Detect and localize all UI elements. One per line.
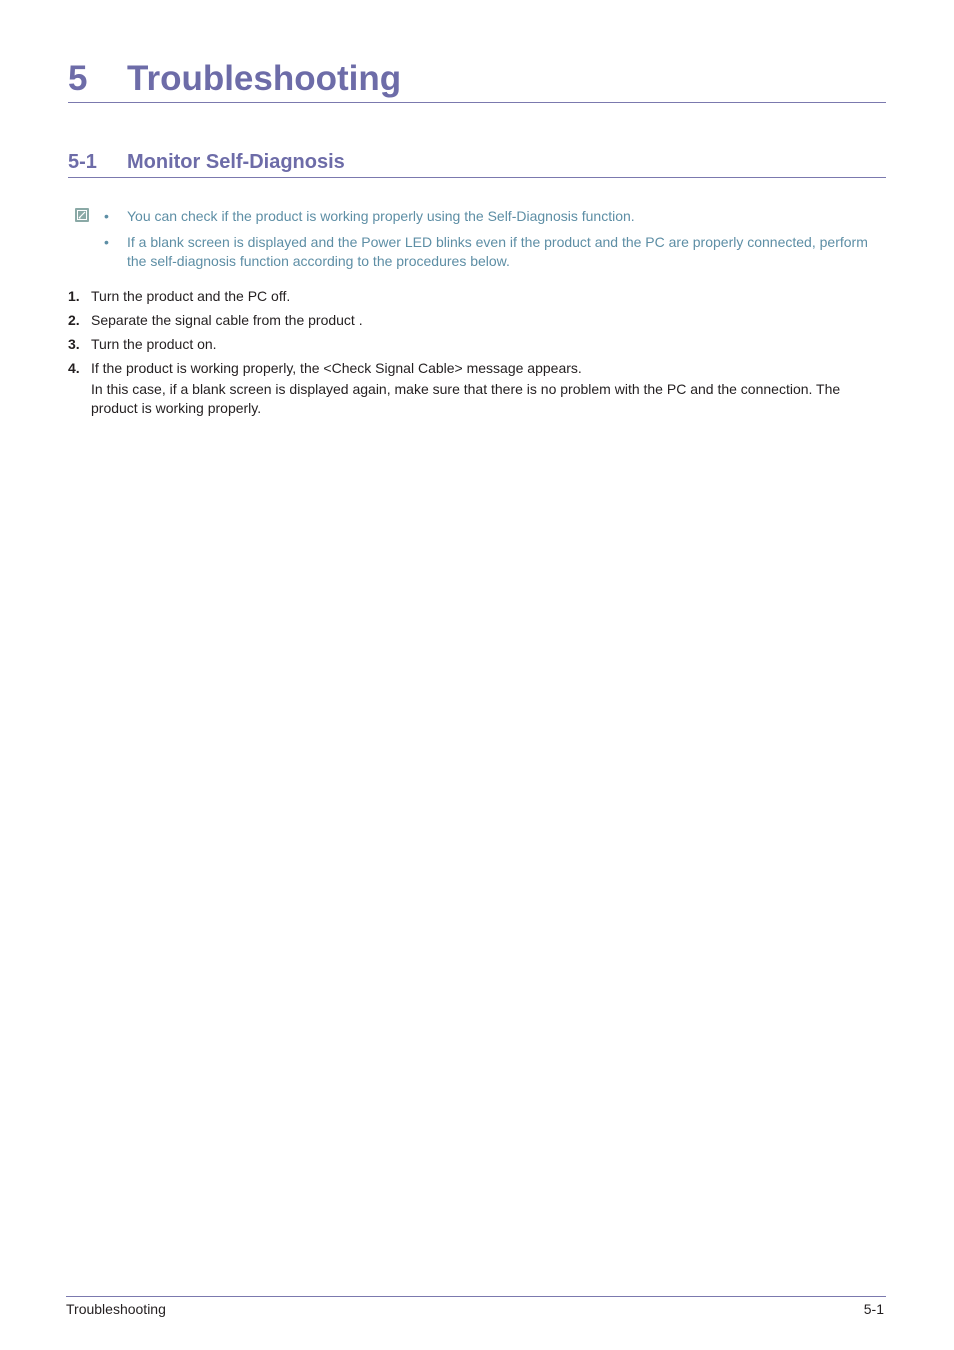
step-number: 1.: [68, 288, 80, 304]
chapter-heading: [68, 58, 886, 103]
step-number: 2.: [68, 312, 80, 328]
chapter-number: 5: [68, 59, 88, 98]
footer-page-number: 5-1: [863, 1301, 884, 1317]
note-item: [104, 233, 894, 273]
step-text: Separate the signal cable from the product .: [91, 312, 363, 328]
step-text: Turn the product and the PC off.: [91, 288, 291, 304]
step-number: 3.: [68, 336, 80, 352]
step-number: 4.: [68, 360, 80, 376]
section-heading: [68, 150, 886, 178]
note-text: You can check if the product is working properly using the Self-Diagnosis function.: [127, 208, 635, 224]
footer-chapter-name: Troubleshooting: [66, 1301, 166, 1317]
step-detail-text: In this case, if a blank screen is displayed again, make sure that there is no problem with the PC and the connection. The product is working properly.: [91, 381, 841, 416]
bullet: •: [104, 234, 109, 250]
page-footer: [66, 1296, 886, 1319]
section-title: Monitor Self-Diagnosis: [127, 151, 345, 173]
step-text: Turn the product on.: [91, 336, 217, 352]
note-item: [104, 207, 894, 226]
step-text: If the product is working properly, the <Check Signal Cable> message appears.: [91, 360, 582, 376]
note-text: If a blank screen is displayed and the Power LED blinks even if the product and the PC are properly connected, perform the self-diagnosis function according to the procedures below.: [127, 234, 868, 269]
note-icon: [75, 208, 89, 222]
bullet: •: [104, 208, 109, 224]
section-number: 5-1: [68, 151, 97, 173]
chapter-title: Troubleshooting: [127, 59, 402, 98]
